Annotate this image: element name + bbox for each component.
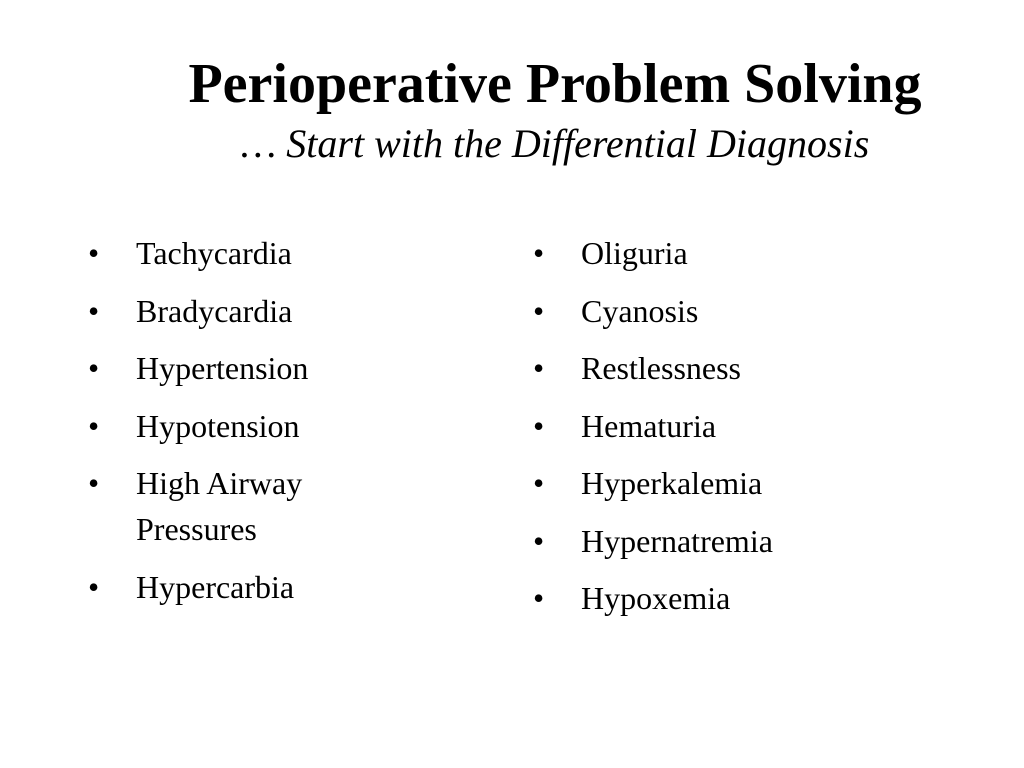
- list-item: [533, 345, 933, 391]
- list-item-text: Hyperkalemia: [581, 465, 763, 501]
- list-item: [88, 403, 448, 449]
- bullet-icon: •: [88, 350, 100, 386]
- list-item-text: High Airway Pressures: [136, 465, 303, 547]
- bullet-icon: •: [533, 350, 545, 386]
- list-item-text: Hypoxemia: [581, 580, 731, 616]
- bullet-icon: •: [533, 465, 545, 501]
- list-item: [533, 518, 933, 564]
- bullet-icon: •: [533, 235, 545, 271]
- list-item: [533, 230, 933, 276]
- bullet-icon: •: [533, 580, 545, 616]
- list-item-text: Hypotension: [136, 407, 300, 444]
- list-item-text: Tachycardia: [136, 235, 292, 271]
- list-item-text: Restlessness: [581, 350, 741, 386]
- list-item: [533, 575, 933, 621]
- list-item: [533, 288, 933, 334]
- bullet-icon: •: [88, 407, 100, 444]
- bullet-icon: •: [88, 465, 100, 501]
- bullet-icon: •: [88, 235, 100, 271]
- list-item: [88, 288, 448, 334]
- bullet-icon: •: [88, 292, 100, 329]
- list-item-text: Hematuria: [581, 407, 717, 444]
- right-bullet-list: [533, 230, 933, 633]
- list-item: [533, 460, 933, 506]
- bullet-icon: •: [533, 522, 545, 559]
- list-item-text: Hypernatremia: [581, 522, 773, 559]
- slide-subtitle: … Start with the Differential Diagnosis: [240, 121, 870, 166]
- list-item: [88, 460, 448, 552]
- list-item: [533, 403, 933, 449]
- bullet-icon: •: [533, 407, 545, 444]
- left-bullet-list: [88, 230, 448, 621]
- title-block: [0, 50, 1024, 170]
- bullet-icon: •: [88, 568, 100, 605]
- list-item: [88, 345, 448, 391]
- list-item: [88, 564, 448, 610]
- list-item-text: Hypercarbia: [136, 568, 295, 605]
- list-item-text: Oliguria: [581, 235, 688, 271]
- list-item-text: Cyanosis: [581, 292, 699, 329]
- list-item-text: Hypertension: [136, 350, 309, 386]
- slide-title: Perioperative Problem Solving: [188, 53, 922, 115]
- bullet-icon: •: [533, 292, 545, 329]
- list-item: [88, 230, 448, 276]
- list-item-text: Bradycardia: [136, 292, 293, 329]
